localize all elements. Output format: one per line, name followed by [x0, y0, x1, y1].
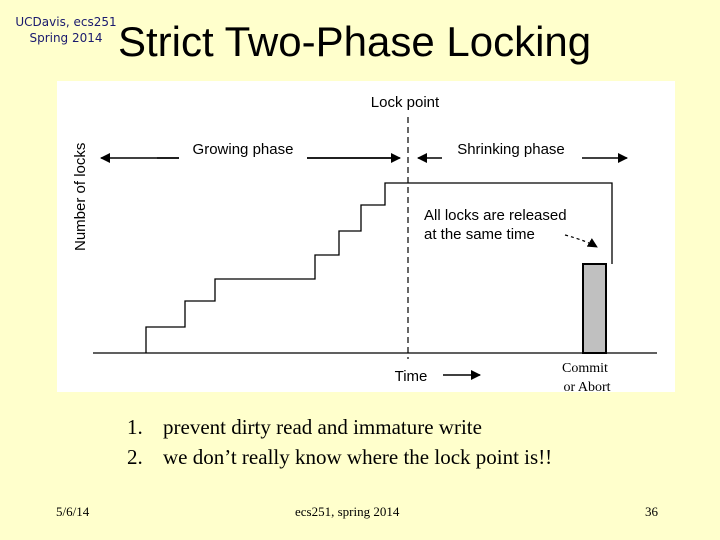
note-item	[127, 412, 552, 442]
note-number: 2.	[127, 445, 143, 469]
growing-phase-label: Growing phase	[192, 141, 294, 158]
note-text: prevent dirty read and immature write	[163, 415, 482, 439]
slide-title: Strict Two-Phase Locking	[118, 18, 592, 65]
footer-date: 5/6/14	[56, 504, 90, 519]
notes-list	[127, 412, 552, 472]
release-pointer-arrow	[565, 235, 597, 247]
note-number: 1.	[127, 415, 143, 439]
shrinking-phase-label: Shrinking phase	[457, 141, 565, 158]
locking-diagram	[57, 81, 675, 392]
y-axis-label: Number of locks	[72, 142, 89, 251]
lock-point-label: Lock point	[370, 94, 440, 111]
slide-number: 36	[645, 504, 658, 519]
course-term: Spring 2014	[29, 31, 103, 45]
course-header	[6, 14, 126, 46]
release-note-line2: at the same time	[424, 226, 535, 243]
note-item	[127, 442, 552, 472]
footer-course: ecs251, spring 2014	[295, 504, 400, 519]
locking-diagram-svg	[57, 81, 675, 392]
release-note-line1: All locks are released	[424, 207, 567, 224]
release-bar	[583, 264, 606, 353]
commit-label-line2: or Abort	[563, 380, 611, 392]
x-axis-label: Time	[394, 368, 428, 385]
course-name: UCDavis, ecs251	[15, 15, 117, 29]
commit-label-line1: Commit	[562, 361, 608, 376]
note-text: we don’t really know where the lock point is!!	[163, 445, 553, 469]
